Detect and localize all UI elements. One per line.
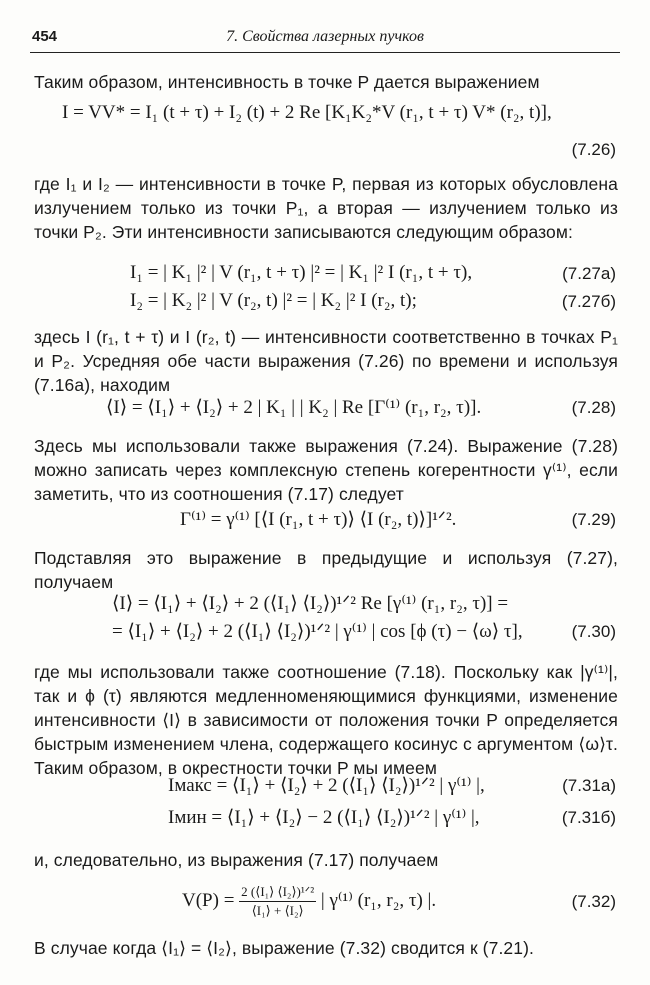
equation-number-7-30: (7.30) xyxy=(571,622,616,641)
equation-7-31b: Iмин = ⟨I₁⟩ + ⟨I₂⟩ − 2 (⟨I₁⟩ ⟨I₂⟩)¹ᐟ² | γ⁽¹⁾ |, xyxy=(168,807,480,828)
equation-7-30-line-2: = ⟨I₁⟩ + ⟨I₂⟩ + 2 (⟨I₁⟩ ⟨I₂⟩)¹ᐟ² | γ⁽¹⁾ | cos [ϕ (τ) − ⟨ω⟩ τ], xyxy=(112,621,523,642)
equation-number-7-26: (7.26) xyxy=(571,140,616,159)
paragraph-2: где I₁ и I₂ — интенсивности в точке P, первая из которых обусловлена излучением только из точки P₁, а вторая — излучением только из точки P₂. Эти интенсивности записываются следующим образом: xyxy=(34,174,618,242)
equation-7-32-fraction xyxy=(239,884,316,919)
paragraph-5: Подставляя это выражение в предыдущие и используя (7.27), получаем xyxy=(34,548,618,592)
equation-number-7-31b: (7.31б) xyxy=(561,808,616,827)
paragraph-7: и, следовательно, из выражения (7.17) получаем xyxy=(34,850,439,870)
paragraph-8: В случае когда ⟨I₁⟩ = ⟨I₂⟩, выражение (7.32) сводится к (7.21). xyxy=(34,938,534,958)
equation-number-7-28: (7.28) xyxy=(571,398,616,417)
equation-7-26: I = VV* = I₁ (t + τ) + I₂ (t) + 2 Re [K₁K₂*V (r₁, t + τ) V* (r₂, t)], xyxy=(62,102,552,123)
paragraph-6: где мы использовали также соотношение (7.18). Поскольку как |γ⁽¹⁾|, так и ϕ (τ) являются медленноменяющимися функциями, изменение интенсивности ⟨I⟩ в зависимости от положения точки P определяется быстрым изменением члена, содержащего косинус с аргументом ⟨ω⟩τ. Таким образом, в окрестности точки P мы имеем xyxy=(34,662,618,778)
equation-7-31a: Iмакс = ⟨I₁⟩ + ⟨I₂⟩ + 2 (⟨I₁⟩ ⟨I₂⟩)¹ᐟ² | γ⁽¹⁾ |, xyxy=(168,775,485,796)
equation-7-32 xyxy=(182,884,436,919)
page-number: 454 xyxy=(32,28,58,45)
running-title: 7. Свойства лазерных пучков xyxy=(226,28,424,45)
equation-7-32-numerator: 2 (⟨I₁⟩ ⟨I₂⟩)¹ᐟ² xyxy=(239,884,316,902)
equation-7-29: Γ⁽¹⁾ = γ⁽¹⁾ [⟨I (r₁, t + τ)⟩ ⟨I (r₂, t)⟩]¹ᐟ². xyxy=(180,509,457,530)
equation-7-27a: I₁ = | K₁ |² | V (r₁, t + τ) |² = | K₁ |² I (r₁, t + τ), xyxy=(130,262,473,283)
equation-number-7-32: (7.32) xyxy=(571,892,616,911)
equation-7-27b: I₂ = | K₂ |² | V (r₂, t) |² = | K₂ |² I (r₂, t); xyxy=(130,290,417,311)
equation-number-7-31a: (7.31а) xyxy=(562,776,616,795)
paragraph-1: Таким образом, интенсивность в точке P дается выражением xyxy=(34,72,540,92)
equation-7-32-lhs: V(P) = xyxy=(182,889,235,911)
equation-7-32-denominator: ⟨I₁⟩ + ⟨I₂⟩ xyxy=(251,903,304,918)
equation-number-7-27a: (7.27а) xyxy=(562,264,616,283)
equation-number-7-27b: (7.27б) xyxy=(561,292,616,311)
page-header xyxy=(30,22,620,53)
equation-7-28: ⟨I⟩ = ⟨I₁⟩ + ⟨I₂⟩ + 2 | K₁ | | K₂ | Re [Γ⁽¹⁾ (r₁, r₂, τ)]. xyxy=(106,397,482,418)
equation-number-7-29: (7.29) xyxy=(571,510,616,529)
paragraph-4: Здесь мы использовали также выражения (7.24). Выражение (7.28) можно записать через комплексную степень когерентности γ⁽¹⁾, если заметить, что из соотношения (7.17) следует xyxy=(34,436,618,504)
equation-7-32-rhs: | γ⁽¹⁾ (r₁, r₂, τ) |. xyxy=(320,889,437,911)
paragraph-3: здесь I (r₁, t + τ) и I (r₂, t) — интенсивности соответственно в точках P₁ и P₂. Усредняя обе части выражения (7.26) по времени и используя (7.16а), находим xyxy=(34,327,618,395)
equation-7-30-line-1: ⟨I⟩ = ⟨I₁⟩ + ⟨I₂⟩ + 2 (⟨I₁⟩ ⟨I₂⟩)¹ᐟ² Re [γ⁽¹⁾ (r₁, r₂, τ)] = xyxy=(112,593,509,614)
